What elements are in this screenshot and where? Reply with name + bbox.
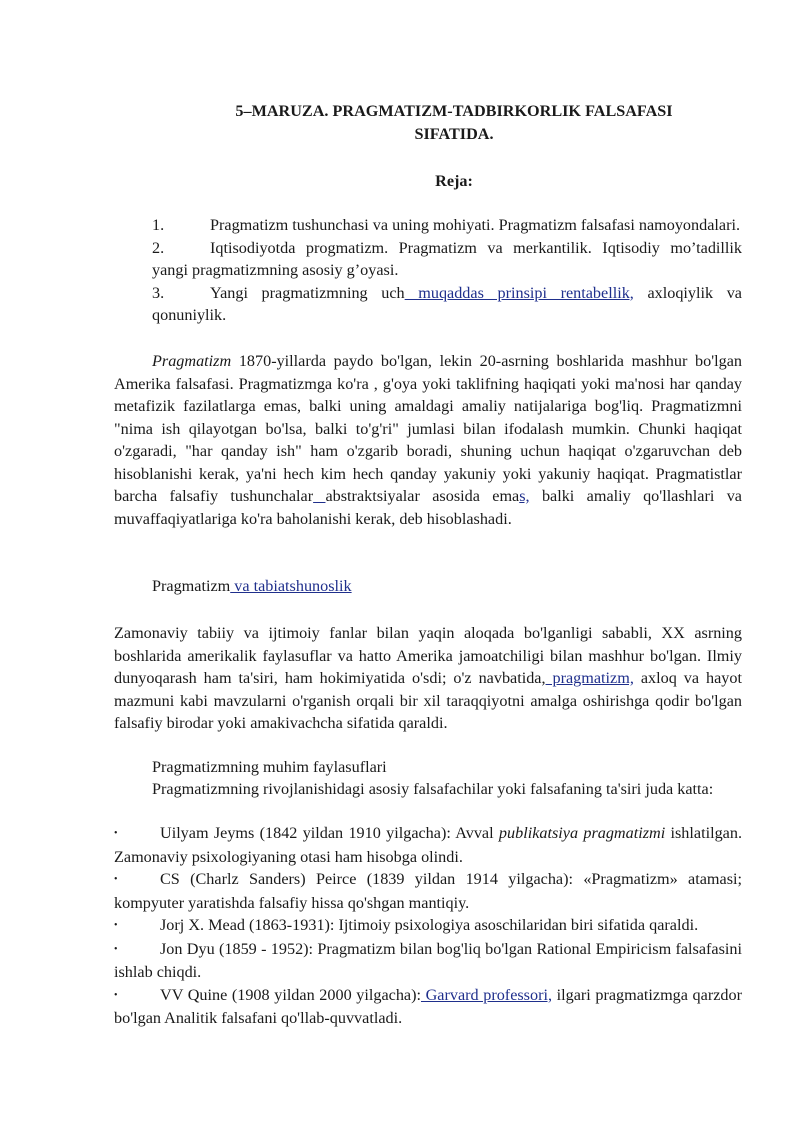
intro-text-1: 1870-yillarda paydo bo'lgan, lekin 20-asrning boshlarida mashhur bo'lgan Amerika falsafasi. Pragmatizmga ko'ra , g'oya yoki taklifning haqiqati yoki ma'nosi har qanday metafizik fazilatlarga emas, balki uning amaldagi amaliy natijalariga bog'liq. Pragmatizmni "nima ish qilayotgan bo'lsa, balki to'g'ri" jumlasi bilan ifodalash mumkin. Chunki haqiqat o'zgaradi, "har qanday ish" ham o'zgarib boradi, shuning uchun haqiqat o'zgaruvchan deb hisoblanishi kerak, ya'ni hech kim hech qanday yakuniy yoki yakuniy haqiqat. Pragmatistlar barcha falsafiy tushunchalar (114, 352, 742, 505)
item-text: CS (Charlz Sanders) Peirce (1839 yildan 1914 yilgacha): «Pragmatizm» atamasi; kompyuter yaratishda falsafiy hissa qo'shgan mantiqiy. (114, 870, 742, 912)
pragmatizm-term: Pragmatizm (152, 352, 232, 370)
para2-text-1: Zamonaviy tabiiy va ijtimoiy fanlar bilan yaqin aloqada bo'lganligi sababli, XX asrning boshlarida amerikalik faylasuflar va hatto Amerika jamoatchiligi bilan mashhur bo'lgan. Ilmiy dunyoqarash ham ta'siri, ham hokimiyatida o'sdi; o'z navbatida, (114, 624, 742, 687)
intro-text-2: abstraktsiyalar asosida ema (325, 487, 520, 505)
item-text: Jon Dyu (1859 - 1952): Pragmatizm bilan bog'liq bo'lgan Rational Empiricism falsafasini ishlab chiqdi. (114, 939, 742, 982)
plan-item-3 (152, 282, 742, 327)
intro-paragraph (114, 350, 742, 530)
plan-number: 1. (152, 216, 165, 234)
plan-text: Pragmatizm tushunchasi va uning mohiyati. Pragmatizm falsafasi namoyondalari. (210, 216, 741, 234)
list-item (114, 938, 742, 984)
item-text: ilgari pragmatizmga qarzdor bo'lgan Analitik falsafani qo'llab-quvvatladi. (114, 985, 742, 1028)
item-italic: publikatsiya pragmatizmi (498, 824, 666, 842)
plan-heading: Reja: (435, 172, 473, 190)
bullet-icon: • (114, 989, 118, 1001)
philosophers-list (114, 822, 742, 1030)
pragmatizm-link[interactable]: pragmatizm, (545, 669, 634, 687)
plan-item-2 (152, 237, 742, 282)
plan-text: Iqtisodiyotda progmatizm. Pragmatizm va merkantilik. Iqtisodiy mo’tadillik yangi pragmatizmning asosiy g’oyasi. (152, 238, 742, 279)
item-text: Uilyam Jeyms (1842 yildan 1910 yilgacha): Avval (160, 824, 499, 842)
document-title (114, 100, 794, 146)
bullet-icon: • (114, 828, 118, 840)
bullet-icon: • (114, 943, 118, 955)
garvard-link[interactable]: Garvard professori, (420, 985, 552, 1004)
paragraph-3 (114, 778, 742, 801)
rentabellik-link[interactable]: muqaddas prinsipi rentabellik, (404, 283, 634, 302)
intro-link-2[interactable]: s, (519, 487, 530, 505)
intro-link-1[interactable] (313, 487, 325, 505)
subheading: Pragmatizmning muhim faylasuflari (152, 758, 387, 776)
plan-text: axloqiylik va qonuniylik. (152, 283, 742, 324)
item-text: Jorj X. Mead (1863-1931): Ijtimoiy psixologiya asoschilaridan biri sifatida qaraldi. (160, 916, 699, 935)
item-text: VV Quine (1908 yildan 2000 yilgacha): (160, 985, 421, 1004)
list-item (114, 868, 742, 914)
tabiatshunoslik-link[interactable]: va tabiatshunoslik (230, 577, 352, 595)
item-text: ishlatilgan. Zamonaviy psixologiyaning otasi ham hisobga olindi. (114, 824, 742, 866)
paragraph-2 (114, 622, 742, 735)
plan-number: 3. (152, 283, 165, 302)
list-item (114, 822, 742, 868)
para2-text-2: axloq va hayot mazmuni kabi mavzularni o'rganish orqali bir xil taraqqiyotni amalga oshirishga qodir bo'lgan falsafiy birodar yoki amakivachcha sifatida qaraldi. (114, 669, 742, 732)
bullet-icon: • (114, 874, 118, 886)
bullet-icon: • (114, 920, 118, 932)
plan-number: 2. (152, 238, 165, 257)
section-heading (152, 575, 780, 598)
intro-text-3: balki amaliy qo'llashlari va muvaffaqiyatlariga ko'ra baholanishi kerak, deb hisoblashadi. (114, 487, 742, 528)
list-item (114, 914, 742, 938)
plan-list (152, 214, 742, 327)
para3-text: Pragmatizmning rivojlanishidagi asosiy falsafachilar yoki falsafaning ta'siri juda katta: (152, 780, 714, 798)
title-line-1: 5–MARUZA. PRAGMATIZM-TADBIRKORLIK FALSAFASI (235, 102, 673, 120)
title-line-2: SIFATIDA. (414, 125, 494, 143)
section-heading-text: Pragmatizm (152, 577, 231, 595)
list-item (114, 984, 742, 1030)
plan-item-1 (152, 214, 742, 237)
plan-text: Yangi pragmatizmning uch (210, 283, 405, 302)
